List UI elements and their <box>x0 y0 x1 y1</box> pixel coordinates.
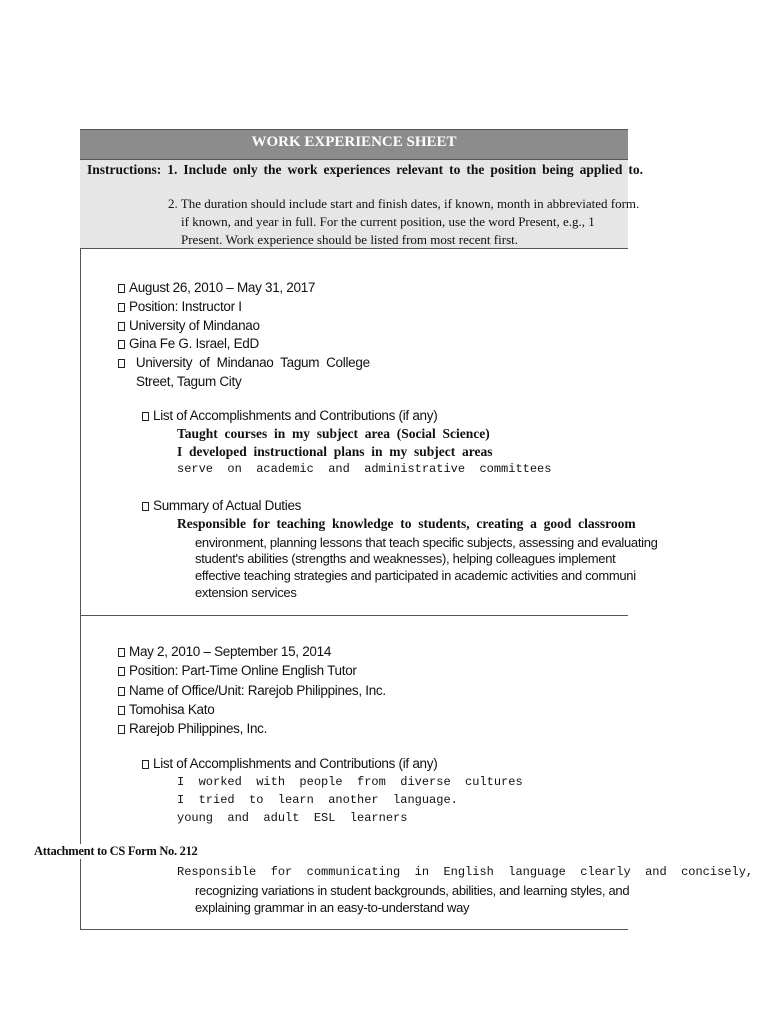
instruction-1-word: the <box>263 162 282 177</box>
instruction-1-word: Instructions: <box>87 162 162 177</box>
accomplishment-item: I developed instructional plans in my subject areas <box>177 444 493 459</box>
supervisor-text: Gina Fe G. Israel, EdD <box>129 336 259 351</box>
entry-office <box>118 683 386 698</box>
instruction-2-line: if known, and year in full. For the current position, use the word Present, e.g., 1 <box>181 214 595 229</box>
instruction-1-word: applied <box>579 162 623 177</box>
duties-heading-text: Summary of Actual Duties <box>153 498 302 513</box>
checkbox-icon <box>118 340 125 349</box>
instruction-1-word: only <box>232 162 258 177</box>
duration-text: May 2, 2010 – September 15, 2014 <box>129 644 332 659</box>
sheet-title: WORK EXPERIENCE SHEET <box>251 134 457 150</box>
entry-agency-line2: Street, Tagum City <box>136 374 242 389</box>
duties-line: explaining grammar in an easy-to-understand way <box>195 900 470 915</box>
accomplishment-item: serve on academic and administrative committees <box>177 462 552 476</box>
instruction-1 <box>87 162 643 178</box>
duties-lead: Responsible for teaching knowledge to students, creating a good classroom <box>177 516 636 531</box>
checkbox-icon <box>118 687 125 696</box>
accomplishment-item: Taught courses in my subject area (Social Science) <box>177 426 490 441</box>
office-text: University of Mindanao <box>129 318 260 333</box>
checkbox-icon <box>118 725 125 734</box>
instruction-1-word: to <box>449 162 461 177</box>
accomplishment-item: I worked with people from diverse cultures <box>177 775 523 789</box>
checkbox-icon <box>118 284 125 293</box>
position-text: Position: Part-Time Online English Tutor <box>129 663 357 678</box>
duties-line: environment, planning lessons that teach specific subjects, assessing and evaluating <box>195 535 658 550</box>
agency-text: Rarejob Philippines, Inc. <box>129 721 268 736</box>
accomplishments-heading <box>142 756 437 771</box>
checkbox-icon <box>118 303 125 312</box>
entry-position <box>118 663 357 678</box>
instruction-1-word: the <box>466 162 485 177</box>
checkbox-icon <box>142 502 149 511</box>
accomplishments-heading-text: List of Accomplishments and Contributions (if any) <box>153 756 438 771</box>
duration-text: August 26, 2010 – May 31, 2017 <box>129 280 316 295</box>
instruction-1-word: experiences <box>323 162 391 177</box>
instruction-2-line: Present. Work experience should be listed from most recent first. <box>181 232 518 247</box>
instruction-1-word: being <box>542 162 574 177</box>
instruction-1-word: to. <box>628 162 643 177</box>
checkbox-icon <box>142 412 149 421</box>
duties-line: effective teaching strategies and participated in academic activities and communi <box>195 568 636 583</box>
supervisor-text: Tomohisa Kato <box>129 702 215 717</box>
instruction-2-line: 2. The duration should include start and finish dates, if known, month in abbreviated form. <box>168 196 640 211</box>
entry-supervisor <box>118 336 259 351</box>
entry-supervisor <box>118 702 214 717</box>
instruction-1-word: position <box>490 162 537 177</box>
checkbox-icon <box>118 648 125 657</box>
entry-position <box>118 299 242 314</box>
office-text: Name of Office/Unit: Rarejob Philippines, Inc. <box>129 683 386 698</box>
instruction-1-word: Include <box>183 162 227 177</box>
sheet-bottom-border <box>80 929 628 930</box>
duties-line: recognizing variations in student backgrounds, abilities, and learning styles, and <box>195 883 630 898</box>
position-text: Position: Instructor I <box>129 299 242 314</box>
duties-heading <box>142 498 301 513</box>
checkbox-icon <box>142 760 149 769</box>
attachment-label: Attachment to CS Form No. 212 <box>34 844 198 858</box>
entry-office <box>118 318 260 333</box>
checkbox-icon <box>118 706 125 715</box>
duties-lead: Responsible for communicating in English language clearly and concisely, <box>177 865 754 879</box>
agency-text: University of Mindanao Tagum College <box>129 355 370 370</box>
accomplishment-item: I tried to learn another language. <box>177 793 458 807</box>
instruction-1-word: 1. <box>167 162 178 177</box>
accomplishments-heading <box>142 408 437 423</box>
accomplishment-item: young and adult ESL learners <box>177 811 408 825</box>
entry-duration <box>118 280 315 295</box>
accomplishments-heading-text: List of Accomplishments and Contributions (if any) <box>153 408 438 423</box>
checkbox-icon <box>118 667 125 676</box>
entry-divider <box>80 615 628 616</box>
checkbox-icon <box>118 359 125 368</box>
entry-agency <box>118 355 370 370</box>
duties-line: extension services <box>195 585 297 600</box>
entry-agency <box>118 721 267 736</box>
checkbox-icon <box>118 322 125 331</box>
instruction-1-word: relevant <box>396 162 444 177</box>
duties-line: student's abilities (strengths and weaknesses), helping colleagues implement <box>195 551 616 566</box>
entry-duration <box>118 644 331 659</box>
instruction-1-word: work <box>287 162 318 177</box>
